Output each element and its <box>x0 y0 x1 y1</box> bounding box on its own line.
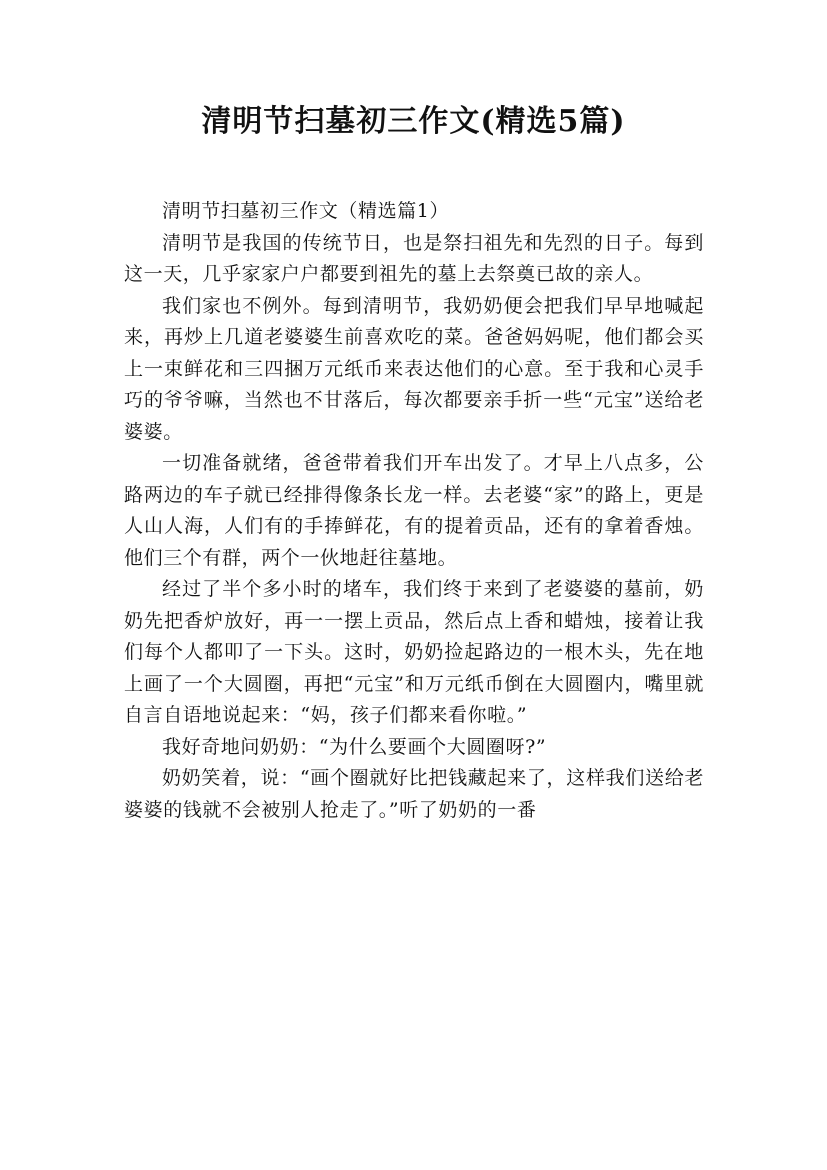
paragraph: 我们家也不例外。每到清明节，我奶奶便会把我们早早地喊起来，再炒上几道老婆婆生前喜欢吃的菜。爸爸妈妈呢，他们都会买上一束鲜花和三四捆万元纸币来表达他们的心意。至于我和心灵手巧的爷爷嘛，当然也不甘落后，每次都要亲手折一些“元宝”送给老婆婆。 <box>124 294 704 443</box>
paragraph: 一切准备就绪，爸爸带着我们开车出发了。才早上八点多，公路两边的车子就已经排得像条长龙一样。去老婆“家”的路上，更是人山人海，人们有的手捧鲜花，有的提着贡品，还有的拿着香烛。他们三个有群，两个一伙地赶往墓地。 <box>124 452 704 569</box>
paragraph: 我好奇地问奶奶：“为什么要画个大圆圈呀?” <box>162 735 547 758</box>
section-heading: 清明节扫墓初三作文（精选篇1） <box>162 200 450 222</box>
document-title: 清明节扫墓初三作文(精选5篇) <box>201 104 626 139</box>
paragraph: 经过了半个多小时的堵车，我们终于来到了老婆婆的墓前，奶奶先把香炉放好，再一一摆上贡品，然后点上香和蜡烛，接着让我们每个人都叩了一下头。这时，奶奶捡起路边的一根木头，先在地上画了一个大圆圈，再把“元宝”和万元纸币倒在大圆圈内，嘴里就自言自语地说起来：“妈，孩子们都来看你啦。” <box>124 578 704 726</box>
paragraph: 奶奶笑着，说：“画个圈就好比把钱藏起来了，这样我们送给老婆婆的钱就不会被别人抢走了。”听了奶奶的一番 <box>124 767 704 821</box>
paragraph: 清明节是我国的传统节日，也是祭扫祖先和先烈的日子。每到这一天，几乎家家户户都要到祖先的墓上去祭奠已故的亲人。 <box>124 231 704 285</box>
document-body <box>124 196 704 826</box>
